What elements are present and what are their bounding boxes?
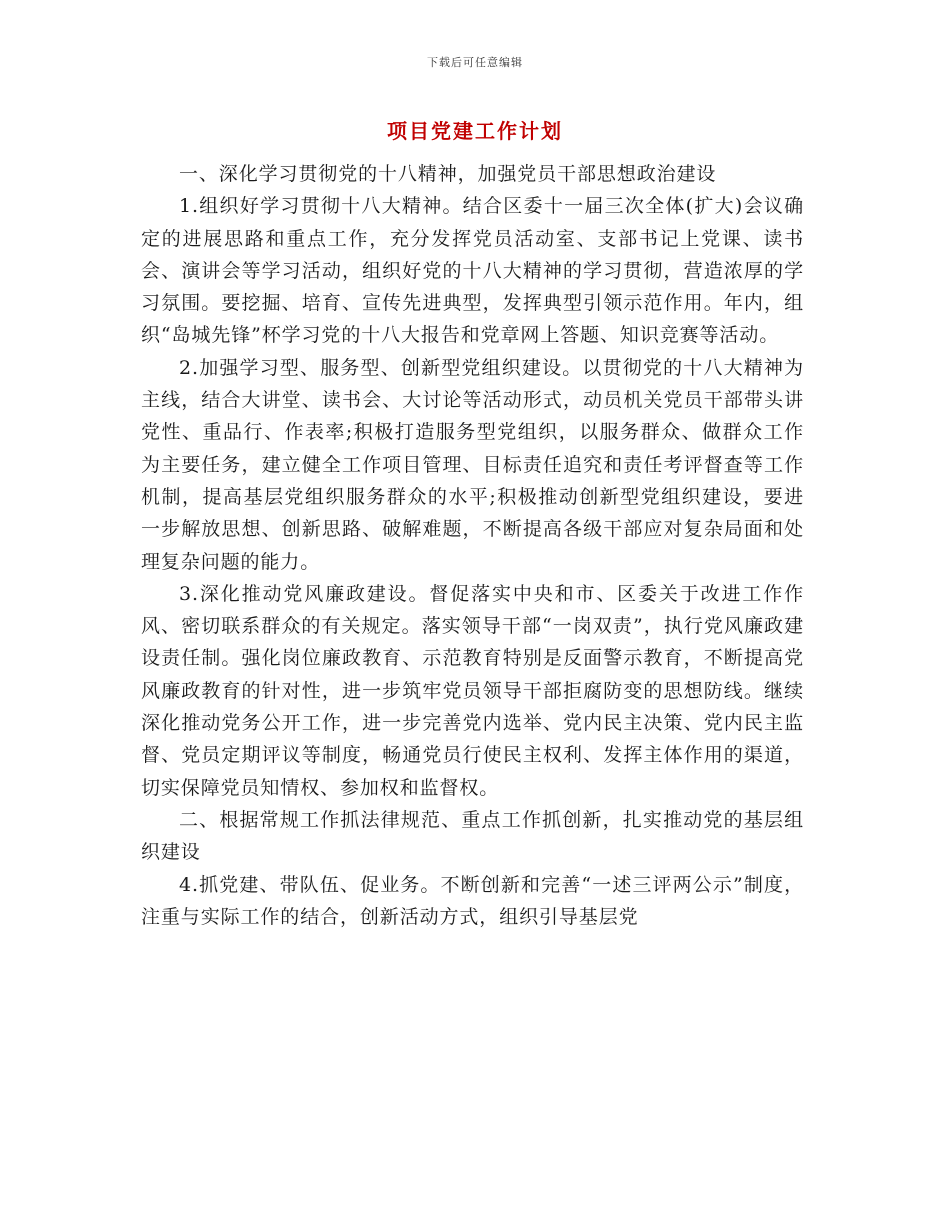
paragraph-4: 4.抓党建、带队伍、促业务。不断创新和完善“一述三评两公示”制度，注重与实际工作的结合，创新活动方式，组织引导基层党	[141, 873, 804, 928]
paragraph-2: 2.加强学习型、服务型、创新型党组织建设。以贯彻党的十八大精神为主线，结合大讲堂、读书会、大讨论等活动形式，动员机关党员干部带头讲党性、重品行、作表率;积极打造服务型党组织，以服务群众、做群众工作为主要任务，建立健全工作项目管理、目标责任追究和责任考评督查等工作机制，提高基层党组织服务群众的水平;积极推动创新型党组织建设，要进一步解放思想、创新思路、破解难题，不断提高各级干部应对复杂局面和处理复杂问题的能力。	[141, 356, 804, 573]
paragraph-3: 3.深化推动党风廉政建设。督促落实中央和市、区委关于改进工作作风、密切联系群众的有关规定。落实领导干部“一岗双责”，执行党风廉政建设责任制。强化岗位廉政教育、示范教育特别是反面警示教育，不断提高党风廉政教育的针对性，进一步筑牢党员领导干部拒腐防变的思想防线。继续深化推动党务公开工作，进一步完善党内选举、党内民主决策、党内民主监督、党员定期评议等制度，畅通党员行使民主权利、发挥主体作用的渠道，切实保障党员知情权、参加权和监督权。	[141, 582, 804, 799]
section-heading-1: 一、深化学习贯彻党的十八精神，加强党员干部思想政治建设	[179, 163, 717, 185]
document-body	[141, 158, 804, 933]
document-title: 项目党建工作计划	[387, 119, 563, 143]
section-heading-2: 二、根据常规工作抓法律规范、重点工作抓创新，扎实推动党的基层组织建设	[141, 808, 804, 864]
paragraph-1: 1.组织好学习贯彻十八大精神。结合区委十一届三次全体(扩大)会议确定的进展思路和重点工作，充分发挥党员活动室、支部书记上党课、读书会、演讲会等学习活动，组织好党的十八大精神的学习贯彻，营造浓厚的学习氛围。要挖掘、培育、宣传先进典型，发挥典型引领示范作用。年内，组织“岛城先锋”杯学习党的十八大报告和党章网上答题、知识竞赛等活动。	[141, 195, 804, 347]
header-note: 下载后可任意编辑	[427, 56, 523, 69]
